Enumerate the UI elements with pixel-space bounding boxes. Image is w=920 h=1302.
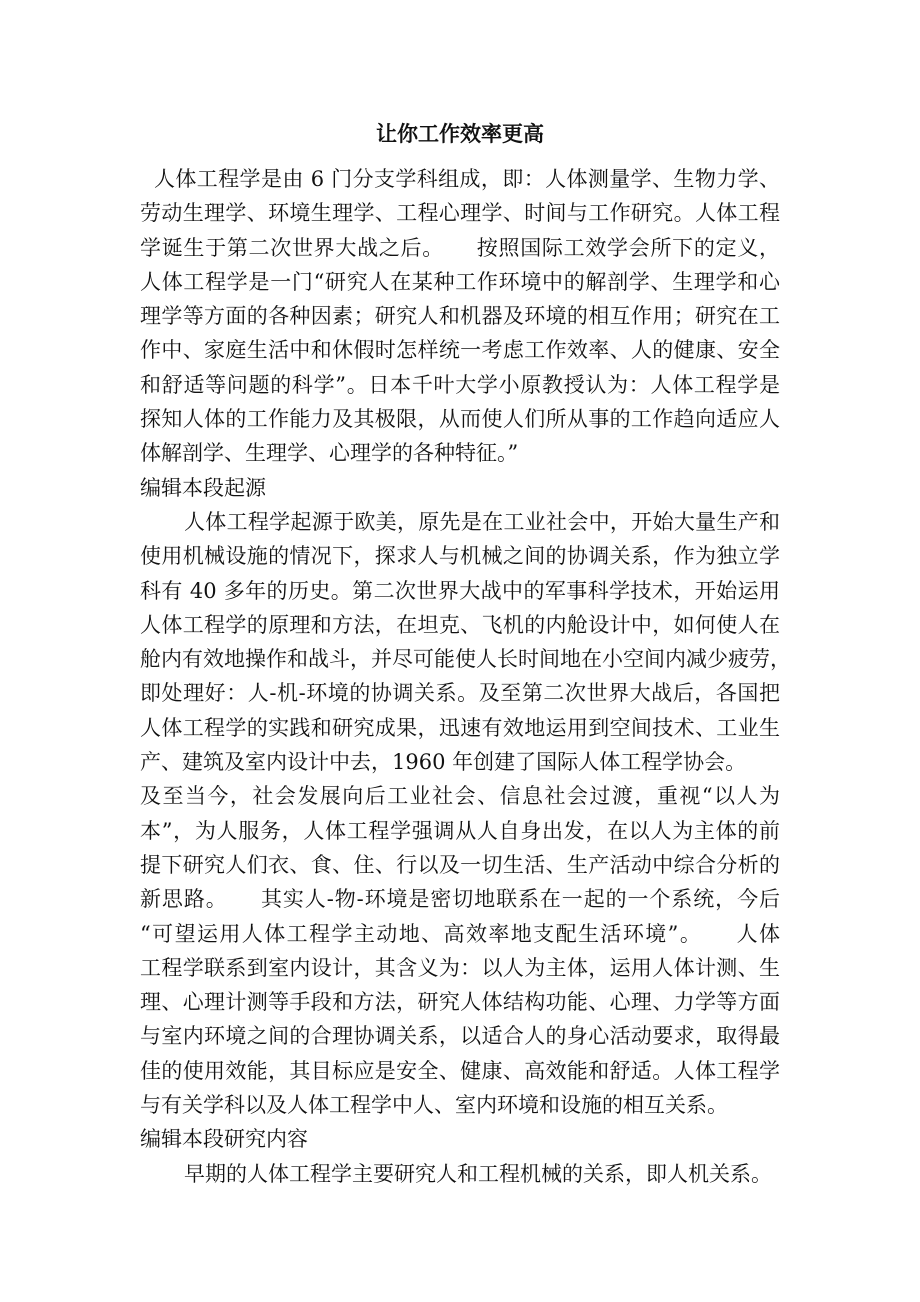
- text-line: “可望运用人体工程学主动地、高效率地支配生活环境”。 人体: [140, 921, 780, 946]
- text-line: 编辑本段起源: [140, 475, 266, 500]
- text-line: 科有 40 多年的历史。第二次世界大战中的军事科学技术，开始运用: [140, 578, 780, 603]
- text-line: 劳动生理学、环境生理学、工程心理学、时间与工作研究。人体工程: [140, 201, 780, 226]
- text-line: 佳的使用效能，其目标应是安全、健康、高效能和舒适。人体工程学: [140, 1058, 780, 1083]
- text-line: 产、建筑及室内设计中去，1960 年创建了国际人体工程学协会。: [140, 750, 747, 775]
- text-line: 与有关学科以及人体工程学中人、室内环境和设施的相互关系。: [140, 1093, 728, 1118]
- text-line: 作中、家庭生活中和休假时怎样统一考虑工作效率、人的健康、安全: [140, 338, 780, 363]
- text-line: 人体工程学的原理和方法，在坦克、飞机的内舱设计中，如何使人在: [140, 612, 780, 637]
- text-line: 工程学联系到室内设计，其含义为：以人为主体，运用人体计测、生: [140, 955, 780, 980]
- document-body: [140, 162, 791, 1191]
- text-line: 及至当今，社会发展向后工业社会、信息社会过渡，重视“以人为: [140, 784, 780, 809]
- text-line: 早期的人体工程学主要研究人和工程机械的关系，即人机关系。: [184, 1161, 772, 1186]
- section-heading: [140, 1122, 780, 1156]
- text-line: 体解剖学、生理学、心理学的各种特征。”: [140, 441, 519, 466]
- text-line: 编辑本段研究内容: [140, 1127, 308, 1152]
- text-line: 探知人体的工作能力及其极限，从而使人们所从事的工作趋向适应人: [140, 407, 780, 432]
- text-line: 人体工程学起源于欧美，原先是在工业社会中，开始大量生产和: [184, 509, 780, 534]
- text-line: 本”，为人服务，人体工程学强调从人自身出发，在以人为主体的前: [140, 818, 780, 843]
- section-heading: [140, 471, 780, 505]
- text-line: 与室内环境之间的合理协调关系，以适合人的身心活动要求，取得最: [140, 1024, 780, 1049]
- paragraph: [140, 1157, 780, 1191]
- text-line: 人体工程学是一门“研究人在某种工作环境中的解剖学、生理学和心: [140, 269, 780, 294]
- paragraph: [140, 162, 780, 471]
- text-line: 和舒适等问题的科学”。日本千叶大学小原教授认为：人体工程学是: [140, 372, 780, 397]
- text-line: 新思路。 其实人-物-环境是密切地联系在一起的一个系统，今后: [140, 887, 780, 912]
- text-line: 理学等方面的各种因素；研究人和机器及环境的相互作用；研究在工: [140, 304, 780, 329]
- text-line: 即处理好：人-机-环境的协调关系。及至第二次世界大战后，各国把: [140, 681, 780, 706]
- text-line: 人体工程学的实践和研究成果，迅速有效地运用到空间技术、工业生: [140, 715, 780, 740]
- paragraph: [140, 505, 791, 779]
- document-title: 让你工作效率更高: [376, 121, 544, 146]
- text-line: 人体工程学是由 6 门分支学科组成，即：人体测量学、生物力学、: [154, 167, 780, 191]
- text-line: 学诞生于第二次世界大战之后。 按照国际工效学会所下的定义，: [140, 235, 780, 260]
- text-line: 提下研究人们衣、食、住、行以及一切生活、生产活动中综合分析的: [140, 852, 780, 877]
- text-line: 舱内有效地操作和战斗，并尽可能使人长时间地在小空间内减少疲劳，: [140, 647, 791, 672]
- text-line: 使用机械设施的情况下，探求人与机械之间的协调关系，作为独立学: [140, 544, 780, 569]
- paragraph: [140, 779, 780, 1122]
- text-line: 理、心理计测等手段和方法，研究人体结构功能、心理、力学等方面: [140, 990, 780, 1015]
